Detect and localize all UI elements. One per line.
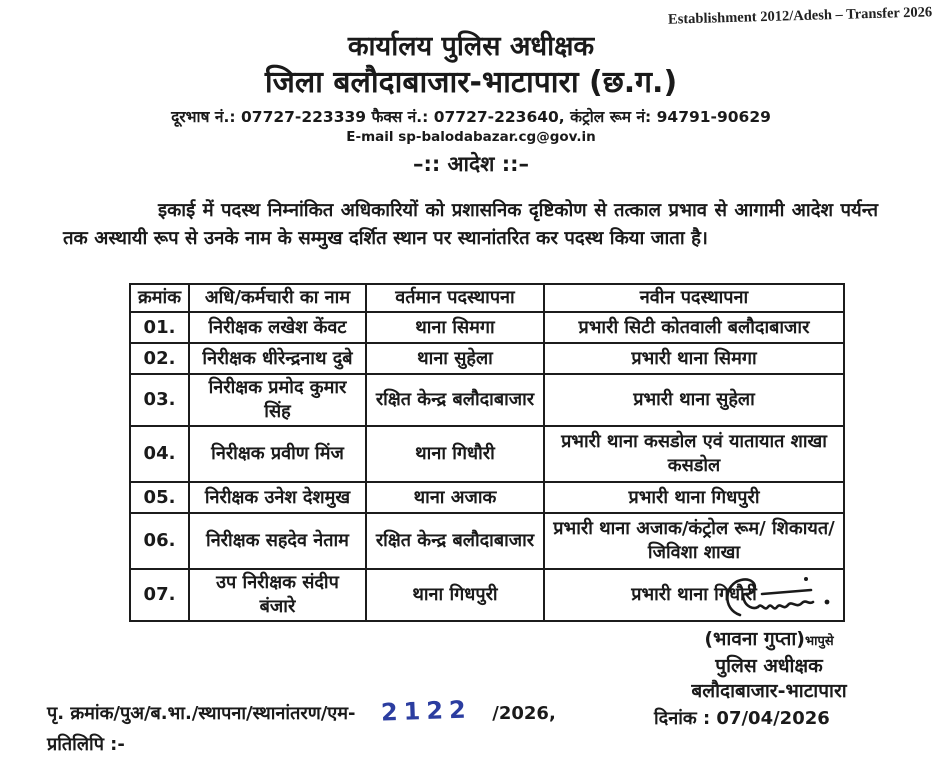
email-line: E-mail sp-balodabazar.cg@gov.in [346,129,596,145]
cell-current: रक्षित केन्द्र बलौदाबाजार [366,374,544,426]
reference-line [47,695,556,729]
contact-line: दूरभाष नं.: 07727-223339 फैक्स नं.: 07727-223640, कंट्रोल रूम नं: 94791-90629 [171,108,771,126]
table-row [130,426,844,482]
transfer-table [129,283,845,622]
cell-name: निरीक्षक प्रमोद कुमार सिंह [189,374,366,426]
cell-sno: 05. [130,482,189,513]
signatory-service: भापुसे [804,634,834,649]
order-date: दिनांक : 07/04/2026 [654,708,830,729]
cell-sno: 04. [130,426,189,482]
order-paragraph [63,197,878,253]
paragraph-part2: को प्रशासनिक दृष्टिकोण से तत्काल प्रभाव से आगामी आदेश पर्यन्त तक अस्थायी रूप से उनके नाम के सम्मुख दर्शित स्थान पर स्थानांतरित कर पदस्थ किया जाता है। [63,200,878,249]
cell-current: थाना सुहेला [366,343,544,374]
office-name: कार्यालय पुलिस अधीक्षक [347,31,595,62]
order-title: –:: आदेश ::– [412,152,530,176]
cell-new: प्रभारी थाना कसडोल एवं यातायात शाखा कसडोल [544,426,844,482]
signature-scribble [710,575,860,625]
table-row [130,374,844,426]
table-row [130,312,844,343]
paragraph-bold-word: अधिकारियों [340,200,418,221]
cell-new: प्रभारी थाना गिधौरी [544,569,844,621]
cell-sno: 02. [130,343,189,374]
table-header-row [130,284,844,312]
paragraph-part1: इकाई में पदस्थ निम्नांकित [158,200,341,221]
cell-name: उप निरीक्षक संदीप बंजारे [189,569,366,621]
col-header-current-posting: वर्तमान पदस्थापना [366,284,544,312]
table-row [130,482,844,513]
cell-current: थाना अजाक [366,482,544,513]
cell-name: निरीक्षक सहदेव नेताम [189,513,366,569]
signatory-place: बलौदाबाजार-भाटापारा [691,680,847,702]
cell-name: निरीक्षक धीरेन्द्रनाथ दुबे [189,343,366,374]
cell-new: प्रभारी थाना सुहेला [544,374,844,426]
table-row [130,343,844,374]
cell-new: प्रभारी थाना गिधपुरी [544,482,844,513]
signatory-designation: पुलिस अधीक्षक [715,655,823,677]
cell-sno: 06. [130,513,189,569]
signatory-name: (भावना गुप्ता)भापुसे [704,628,834,650]
cell-name: निरीक्षक प्रवीण मिंज [189,426,366,482]
district-name: जिला बलौदाबाजार-भाटापारा (छ.ग.) [264,65,678,100]
table-row [130,513,844,569]
cell-current: थाना गिधौरी [366,426,544,482]
cell-new: प्रभारी थाना अजाक/कंट्रोल रूम/ शिकायत/जिविशा शाखा [544,513,844,569]
handwritten-reference-number: 2122 [380,695,473,727]
col-header-new-posting: नवीन पदस्थापना [544,284,844,312]
footer-reference [47,695,556,760]
signature-block [638,575,900,732]
copy-label: प्रतिलिपि :- [47,734,125,755]
letterhead [0,30,942,145]
cell-current: रक्षित केन्द्र बलौदाबाजार [366,513,544,569]
cell-new: प्रभारी सिटी कोतवाली बलौदाबाजार [544,312,844,343]
corner-note: Establishment 2012/Adesh – Transfer 2026 [667,4,933,28]
cell-current: थाना सिमगा [366,312,544,343]
col-header-name: अधि/कर्मचारी का नाम [189,284,366,312]
col-header-sno: क्रमांक [130,284,189,312]
cell-name: निरीक्षक लखेश केंवट [189,312,366,343]
reference-suffix: /2026, [492,703,556,724]
cell-new: प्रभारी थाना सिमगा [544,343,844,374]
cell-sno: 01. [130,312,189,343]
cell-current: थाना गिधपुरी [366,569,544,621]
cell-sno: 03. [130,374,189,426]
cell-name: निरीक्षक उनेश देशमुख [189,482,366,513]
cell-sno: 07. [130,569,189,621]
reference-prefix: पृ. क्रमांक/पुअ/ब.भा./स्थापना/स्थानांतरण/एम- [47,703,356,724]
